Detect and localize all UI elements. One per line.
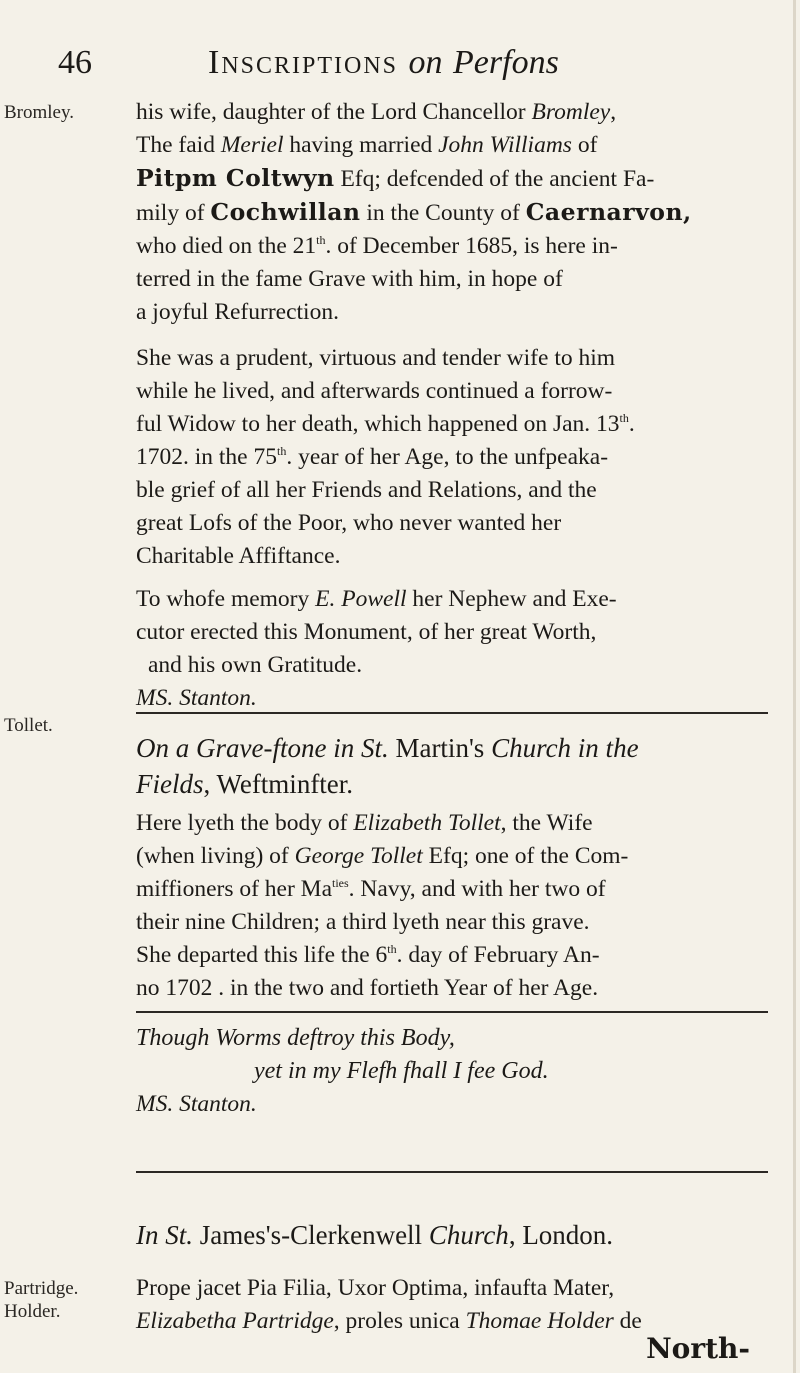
title-on: on xyxy=(408,44,443,81)
text-run: ble grief of all her Friends and Relations, and the xyxy=(136,477,597,503)
text-line xyxy=(136,507,768,540)
text-run: , the Wife xyxy=(500,810,593,836)
text-run: who died on the 21 xyxy=(136,233,317,259)
text-run: in the County of xyxy=(360,200,526,226)
italic-text: Bromley xyxy=(531,99,611,125)
tollet-inscription xyxy=(136,807,768,1005)
margin-note-partridge: Partridge. xyxy=(4,1278,79,1299)
italic-text: Elizabeth Tollet xyxy=(353,810,501,836)
text-line xyxy=(136,583,768,616)
text-line xyxy=(136,1272,768,1305)
signature: MS. Stanton. xyxy=(136,1091,257,1117)
text-run: Martin's xyxy=(388,733,492,763)
italic-text: Church xyxy=(428,1220,509,1250)
text-run: cutor erected this Monument, of her great Worth, xyxy=(136,619,597,645)
text-run: miffioners of her Ma xyxy=(136,876,332,902)
text-line xyxy=(136,96,768,129)
partridge-inscription xyxy=(136,1272,768,1338)
text-run: . of December 1685, is here in- xyxy=(325,233,618,259)
italic-text: In St. xyxy=(136,1220,193,1250)
divider-rule xyxy=(136,712,768,714)
text-run: while he lived, and afterwards continued a forrow- xyxy=(136,378,613,404)
text-run: Prope jacet Pia Filia, Uxor Optima, infaufta Mater, xyxy=(136,1275,615,1301)
italic-text: E. Powell xyxy=(315,586,407,612)
text-run: having married xyxy=(283,132,439,158)
text-run: ful Widow to her death, which happened on Jan. 13 xyxy=(136,411,620,437)
blackletter-text: Pitpm Coltwyn xyxy=(136,164,335,192)
text-line xyxy=(136,540,768,573)
superscript: th xyxy=(619,411,629,426)
text-line xyxy=(136,162,768,196)
blackletter-text: Caernarvon, xyxy=(525,198,692,226)
text-line xyxy=(136,649,768,682)
text-run: Efq; one of the Com- xyxy=(422,843,629,869)
text-run: no 1702 . in the two and fortieth Year of her Age. xyxy=(136,975,599,1001)
text-run: She was a prudent, virtuous and tender wife to him xyxy=(136,345,616,371)
text-run: , xyxy=(610,99,617,125)
text-run: great Lofs of the Poor, who never wanted her xyxy=(136,510,562,536)
text-run: of xyxy=(571,132,598,158)
margin-note-bromley: Bromley. xyxy=(4,102,75,123)
superscript: th xyxy=(277,444,287,459)
italic-text: Thomae Holder xyxy=(465,1308,614,1334)
text-run: To whofe memory xyxy=(136,586,316,612)
text-run: Charitable Affiftance. xyxy=(136,543,341,569)
italic-text: John Williams xyxy=(438,132,572,158)
text-run: Efq; defcended of the ancient Fa- xyxy=(334,166,655,192)
text-run: , proles unica xyxy=(333,1308,466,1334)
text-line xyxy=(136,807,768,840)
text-line xyxy=(136,441,768,474)
italic-text: George Tollet xyxy=(294,843,423,869)
text-line xyxy=(136,939,768,972)
section-heading xyxy=(136,1217,768,1253)
text-line xyxy=(136,196,768,230)
text-run: . day of February An- xyxy=(396,942,600,968)
text-line xyxy=(136,474,768,507)
tollet-heading xyxy=(136,730,768,802)
text-line xyxy=(136,342,768,375)
text-line xyxy=(136,408,768,441)
section-heading xyxy=(136,766,768,802)
text-run: her Nephew and Exe- xyxy=(406,586,617,612)
text-line xyxy=(136,129,768,162)
italic-text: Meriel xyxy=(220,132,284,158)
page-number: 46 xyxy=(58,44,92,81)
text-line xyxy=(136,873,768,906)
text-run: Here lyeth the body of xyxy=(136,810,354,836)
superscript: th xyxy=(387,942,397,957)
bromley-paragraph-2 xyxy=(136,342,768,573)
bromley-paragraph-3 xyxy=(136,583,768,715)
text-run: 1702. in the 75 xyxy=(136,444,277,470)
text-run: . xyxy=(628,411,635,437)
running-title xyxy=(208,44,559,82)
margin-note-holder: Holder. xyxy=(4,1301,61,1322)
italic-text: Fields xyxy=(136,769,204,799)
verse-line: yet in my Flefh fhall I fee God. xyxy=(254,1058,549,1084)
text-line xyxy=(136,906,768,939)
italic-text: Church in the xyxy=(491,733,639,763)
text-run: . Navy, and with her two of xyxy=(348,876,606,902)
superscript: ties xyxy=(332,876,349,891)
superscript: th xyxy=(316,233,326,248)
signature: MS. Stanton. xyxy=(136,685,257,711)
text-run: terred in the fame Grave with him, in hope of xyxy=(136,266,563,292)
text-run: . year of her Age, to the unfpeaka- xyxy=(286,444,609,470)
text-line xyxy=(136,375,768,408)
text-line xyxy=(136,230,768,263)
text-run: , London. xyxy=(508,1220,614,1250)
text-run: , Weftminfter. xyxy=(203,769,354,799)
section-heading xyxy=(136,730,768,766)
text-run: and his own Gratitude. xyxy=(148,652,363,678)
text-run: his wife, daughter of the Lord Chancellor xyxy=(136,99,532,125)
text-run: mily of xyxy=(136,200,211,226)
catchword: North- xyxy=(646,1332,750,1365)
running-header xyxy=(58,44,698,94)
title-caps: Inscriptions xyxy=(208,44,399,81)
italic-text: Elizabetha Partridge xyxy=(136,1308,334,1334)
page-edge-shadow xyxy=(793,0,796,1373)
text-run: The faid xyxy=(136,132,221,158)
text-line xyxy=(136,296,768,329)
margin-note-tollet: Tollet. xyxy=(4,715,53,736)
title-persons: Perfons xyxy=(453,44,559,81)
text-line xyxy=(136,972,768,1005)
verse-line: Though Worms deftroy this Body, xyxy=(136,1025,455,1051)
bromley-inscription xyxy=(136,96,768,329)
text-line xyxy=(136,616,768,649)
text-line xyxy=(136,263,768,296)
text-run: She departed this life the 6 xyxy=(136,942,388,968)
tollet-verse xyxy=(136,1022,768,1121)
text-line xyxy=(136,840,768,873)
divider-rule xyxy=(136,1011,768,1013)
text-run: (when living) of xyxy=(136,843,295,869)
text-run: their nine Children; a third lyeth near this grave. xyxy=(136,909,590,935)
text-run: de xyxy=(613,1308,642,1334)
text-run: James's-Clerkenwell xyxy=(193,1220,429,1250)
partridge-heading xyxy=(136,1217,768,1253)
text-run: a joyful Refurrection. xyxy=(136,299,339,325)
blackletter-text: Cochwillan xyxy=(210,198,361,226)
italic-text: On a Grave-ftone in St. xyxy=(136,733,389,763)
divider-rule xyxy=(136,1171,768,1173)
